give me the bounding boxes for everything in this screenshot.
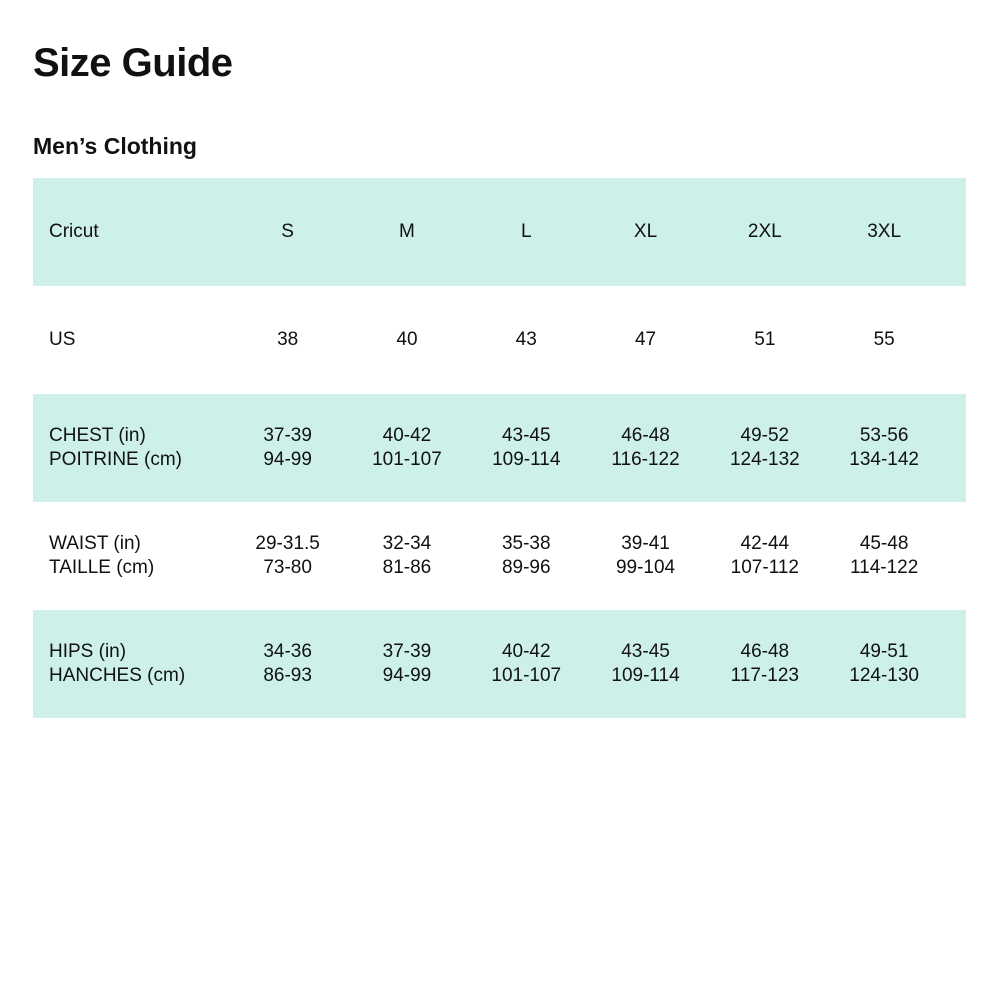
table-cell: 29-31.5 73-80 (255, 533, 320, 578)
header-size: M (399, 221, 415, 242)
table-cell: 40 (396, 329, 418, 350)
table-cell: 32-34 81-86 (382, 533, 432, 578)
table-cell: 43-45 109-114 (492, 425, 561, 470)
table-cell: 45-48 114-122 (849, 533, 919, 578)
row-label: US (49, 329, 76, 350)
table-cell: 37-39 94-99 (263, 425, 312, 470)
table-cell: 37-39 94-99 (382, 641, 432, 686)
page-title: Size Guide (33, 41, 233, 85)
header-size: S (281, 221, 294, 242)
table-header-row (33, 178, 966, 286)
table-cell: 40-42 101-107 (491, 641, 562, 686)
table-cell: 49-51 124-130 (849, 641, 919, 686)
table-cell: 38 (277, 329, 299, 350)
table-cell: 43 (515, 329, 537, 350)
table-row-chest (33, 394, 966, 502)
row-label: CHEST (in) POITRINE (cm) (49, 425, 182, 470)
section-title: Men’s Clothing (33, 133, 197, 159)
header-size: 3XL (867, 221, 902, 242)
table-cell: 43-45 109-114 (611, 641, 680, 686)
table-cell: 51 (754, 329, 776, 350)
table-cell: 39-41 99-104 (615, 533, 676, 578)
table-cell: 46-48 116-122 (611, 425, 680, 470)
table-cell: 55 (873, 329, 895, 350)
table-cell: 53-56 134-142 (849, 425, 919, 470)
table-cell: 47 (634, 329, 657, 350)
table-cell: 34-36 86-93 (263, 641, 312, 686)
row-label: WAIST (in) TAILLE (cm) (49, 533, 155, 578)
table-row-hips (33, 610, 966, 718)
table-cell: 35-38 89-96 (501, 533, 551, 578)
header-size: XL (633, 221, 658, 242)
row-label: HIPS (in) HANCHES (cm) (49, 641, 186, 686)
table-cell: 40-42 101-107 (372, 425, 442, 470)
header-label: Cricut (49, 221, 99, 242)
size-table (33, 178, 966, 718)
table-row-waist (33, 502, 966, 610)
table-cell: 46-48 117-123 (730, 641, 799, 686)
table-cell: 42-44 107-112 (730, 533, 799, 578)
table-row-us (33, 286, 966, 394)
table-cell: 49-52 124-132 (729, 425, 800, 470)
header-size: 2XL (747, 221, 782, 242)
header-size: L (520, 221, 532, 242)
